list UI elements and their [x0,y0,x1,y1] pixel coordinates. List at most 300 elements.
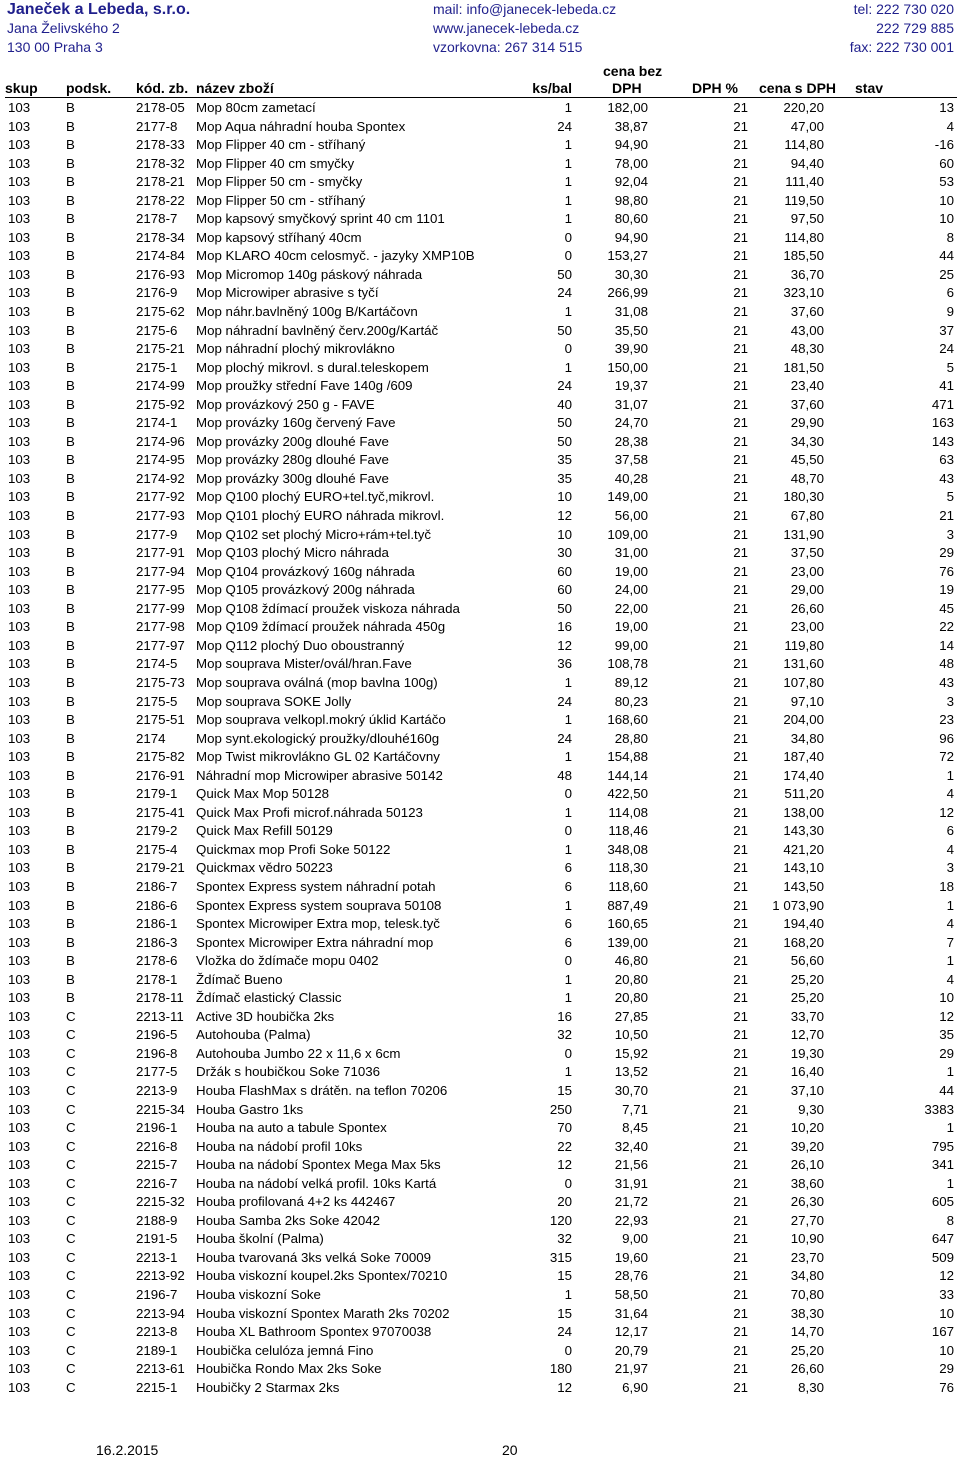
cell-subgroup: B [66,452,75,468]
cell-name: Mop proužky střední Fave 140g /609 [196,378,413,394]
cell-group: 103 [8,1064,31,1080]
cell-subgroup: B [66,359,75,375]
cell-pack: 1 [564,192,572,208]
cell-stock: 8 [946,229,954,245]
cell-code: 2175-82 [136,749,185,765]
cell-code: 2175-51 [136,712,185,728]
cell-subgroup: C [66,1045,76,1061]
cell-vat: 21 [733,767,748,783]
cell-pack: 1 [564,971,572,987]
cell-group: 103 [8,749,31,765]
cell-price: 109,00 [607,526,648,542]
cell-pack: 24 [557,378,572,394]
cell-group: 103 [8,767,31,783]
cell-vat: 21 [733,1101,748,1117]
cell-stock: 3 [946,860,954,876]
cell-subgroup: C [66,1120,76,1136]
cell-pack: 0 [564,953,572,969]
col-header-stock: stav [855,80,884,96]
cell-price: 37,58 [614,452,648,468]
cell-group: 103 [8,841,31,857]
cell-price-vat: 174,40 [783,767,824,783]
cell-pack: 35 [557,452,572,468]
table-row [0,173,960,192]
cell-pack: 48 [557,767,572,783]
cell-name: Quickmax vědro 50223 [196,860,333,876]
cell-name: Mop náhradní bavlněný červ.200g/Kartáč [196,322,439,338]
cell-subgroup: C [66,1157,76,1173]
cell-price-vat: 107,80 [783,674,824,690]
cell-price-vat: 511,20 [784,786,824,802]
cell-price: 22,93 [614,1212,648,1228]
cell-name: Houba na auto a tabule Spontex [196,1120,387,1136]
cell-vat: 21 [733,341,748,357]
cell-group: 103 [8,712,31,728]
cell-name: Houba na nádobí Spontex Mega Max 5ks [196,1157,441,1173]
cell-pack: 315 [549,1249,572,1265]
cell-group: 103 [8,600,31,616]
cell-pack: 1 [564,137,572,153]
cell-name: Quick Max Profi microf.náhrada 50123 [196,804,423,820]
cell-price: 149,00 [607,489,648,505]
cell-price-vat: 34,80 [790,730,824,746]
cell-price-vat: 143,10 [783,860,824,876]
cell-name: Mop souprava velkopl.mokrý úklid Kartáčo [196,712,446,728]
cell-stock: 3383 [924,1101,954,1117]
cell-stock: 12 [939,1008,954,1024]
cell-code: 2188-9 [136,1212,178,1228]
cell-vat: 21 [733,229,748,245]
cell-price-vat: 421,20 [783,841,824,857]
cell-code: 2179-1 [136,786,178,802]
cell-code: 2178-22 [136,192,185,208]
contact-mail: mail: info@janecek-lebeda.cz [433,1,617,17]
contact-fax: fax: 222 730 001 [849,39,954,55]
cell-vat: 21 [733,897,748,913]
cell-name: Houbička Rondo Max 2ks Soke [196,1361,382,1377]
cell-price: 19,00 [614,619,648,635]
cell-code: 2191-5 [136,1231,178,1247]
cell-group: 103 [8,1379,31,1395]
cell-subgroup: B [66,378,75,394]
table-row [0,1212,960,1231]
cell-code: 2213-9 [136,1082,178,1098]
contact-web: www.janecek-lebeda.cz [433,20,580,36]
table-row [0,693,960,712]
cell-price: 20,79 [614,1342,648,1358]
cell-subgroup: B [66,878,75,894]
company-city: 130 00 Praha 3 [7,39,103,55]
cell-subgroup: B [66,341,75,357]
cell-name: Active 3D houbička 2ks [196,1008,335,1024]
cell-price: 28,38 [614,433,648,449]
cell-price: 39,90 [614,341,648,357]
cell-pack: 6 [564,860,572,876]
cell-price-vat: 38,60 [790,1175,824,1191]
cell-subgroup: B [66,934,75,950]
table-row [0,878,960,897]
cell-group: 103 [8,211,31,227]
table-row [0,1360,960,1379]
cell-group: 103 [8,1120,31,1136]
table-row [0,730,960,749]
cell-name: Spontex Express system náhradní potah [196,878,436,894]
cell-pack: 1 [564,359,572,375]
cell-subgroup: B [66,749,75,765]
cell-price: 10,50 [614,1027,648,1043]
cell-vat: 21 [733,749,748,765]
table-row [0,1286,960,1305]
cell-subgroup: B [66,786,75,802]
cell-name: Mop KLARO 40cm celosmyč. - jazyky XMP10B [196,248,475,264]
cell-group: 103 [8,322,31,338]
cell-name: Mop provázky 280g dlouhé Fave [196,452,389,468]
cell-subgroup: B [66,211,75,227]
cell-pack: 20 [557,1194,572,1210]
cell-price-vat: 194,40 [783,916,824,932]
cell-stock: 1 [946,1175,954,1191]
cell-stock: 33 [939,1287,954,1302]
table-row [0,655,960,674]
cell-price: 19,37 [614,378,648,394]
cell-price: 21,56 [614,1157,648,1173]
cell-price: 58,50 [614,1287,648,1302]
cell-stock: 8 [946,1212,954,1228]
table-row [0,192,960,211]
cell-pack: 6 [564,878,572,894]
cell-group: 103 [8,489,31,505]
cell-pack: 1 [564,174,572,190]
cell-stock: 19 [939,582,954,598]
cell-stock: 10 [939,1342,954,1358]
cell-pack: 250 [549,1101,572,1117]
cell-price-vat: 23,00 [790,563,824,579]
cell-price: 12,17 [614,1324,648,1340]
cell-vat: 21 [733,192,748,208]
cell-stock: 4 [946,118,954,134]
cell-name: Mop Q100 plochý EURO+tel.tyč,mikrovl. [196,489,435,505]
cell-code: 2174-5 [136,656,178,672]
table-row [0,804,960,823]
cell-stock: 1 [946,953,954,969]
cell-subgroup: B [66,433,75,449]
table-row [0,340,960,359]
cell-group: 103 [8,1175,31,1191]
cell-stock: 6 [946,823,954,839]
cell-code: 2175-62 [136,304,185,320]
cell-subgroup: B [66,916,75,932]
cell-price-vat: 111,40 [785,174,824,190]
cell-stock: 5 [946,359,954,375]
cell-pack: 1 [564,1064,572,1080]
table-row [0,1175,960,1194]
cell-price: 19,60 [614,1249,648,1265]
cell-stock: 7 [946,934,954,950]
cell-price: 168,60 [607,712,648,728]
cell-code: 2213-92 [136,1268,185,1284]
cell-group: 103 [8,229,31,245]
cell-price: 182,00 [607,100,648,115]
cell-stock: 35 [939,1027,954,1043]
cell-code: 2189-1 [136,1342,178,1358]
col-header-group: skup [5,80,38,96]
cell-name: Houba viskozní koupel.2ks Spontex/70210 [196,1268,448,1284]
cell-pack: 0 [564,1045,572,1061]
cell-subgroup: B [66,990,75,1006]
cell-group: 103 [8,1194,31,1210]
cell-price: 40,28 [614,470,648,486]
cell-price: 31,91 [614,1175,648,1191]
cell-group: 103 [8,304,31,320]
cell-price-vat: 1 073,90 [772,897,824,913]
cell-subgroup: C [66,1305,76,1321]
cell-stock: 9 [946,304,954,320]
cell-vat: 21 [733,823,748,839]
cell-group: 103 [8,934,31,950]
cell-price-vat: 114,80 [784,229,824,245]
cell-vat: 21 [733,211,748,227]
col-header-price-top: cena bez [603,63,663,79]
cell-group: 103 [8,1342,31,1358]
cell-pack: 0 [564,1342,572,1358]
cell-price-vat: 10,90 [790,1231,824,1247]
cell-code: 2175-92 [136,396,185,412]
table-row [0,934,960,953]
cell-vat: 21 [733,359,748,375]
table-header [0,60,960,97]
table-row [0,266,960,285]
cell-group: 103 [8,953,31,969]
cell-code: 2178-6 [136,953,178,969]
cell-pack: 1 [564,1287,572,1302]
cell-stock: 76 [939,563,954,579]
cell-price: 99,00 [614,637,648,653]
table-row [0,915,960,934]
cell-code: 2176-93 [136,266,185,282]
cell-price-vat: 26,10 [790,1157,824,1173]
cell-price-vat: 119,80 [784,637,824,653]
cell-group: 103 [8,1101,31,1117]
cell-vat: 21 [733,1120,748,1136]
cell-name: Autohouba Jumbo 22 x 11,6 x 6cm [196,1045,401,1061]
cell-price: 266,99 [607,285,648,301]
table-row [0,785,960,804]
cell-name: Náhradní mop Microwiper abrasive 50142 [196,767,443,783]
cell-pack: 60 [557,563,572,579]
cell-vat: 21 [733,322,748,338]
cell-name: Mop kapsový stříhaný 40cm [196,229,362,245]
cell-code: 2174-1 [136,415,178,431]
cell-vat: 21 [733,971,748,987]
cell-pack: 1 [564,712,572,728]
cell-code: 2177-9 [136,526,178,542]
cell-price-vat: 36,70 [790,266,824,282]
cell-subgroup: C [66,1138,76,1154]
cell-vat: 21 [733,1212,748,1228]
cell-subgroup: C [66,1287,76,1302]
cell-name: Mop synt.ekologický proužky/dlouhé160g [196,730,440,746]
cell-pack: 35 [557,470,572,486]
table-row [0,822,960,841]
cell-pack: 36 [557,656,572,672]
cell-name: Mop Q102 set plochý Micro+rám+tel.tyč [196,526,432,542]
cell-price-vat: 19,30 [790,1045,824,1061]
cell-subgroup: B [66,545,75,561]
cell-vat: 21 [733,100,748,115]
cell-name: Ždímač elastický Classic [196,990,342,1006]
cell-price-vat: 10,20 [790,1120,824,1136]
table-row [0,155,960,174]
cell-name: Mop Q112 plochý Duo oboustranný [196,637,405,653]
cell-code: 2177-92 [136,489,185,505]
cell-vat: 21 [733,118,748,134]
cell-group: 103 [8,786,31,802]
cell-subgroup: B [66,470,75,486]
cell-subgroup: B [66,656,75,672]
cell-group: 103 [8,1305,31,1321]
cell-group: 103 [8,1268,31,1284]
cell-stock: 647 [931,1231,954,1247]
cell-group: 103 [8,582,31,598]
cell-code: 2179-2 [136,823,178,839]
col-header-subgroup: podsk. [66,80,112,96]
cell-stock: 23 [939,712,954,728]
cell-price-vat: 25,20 [790,990,824,1006]
cell-group: 103 [8,248,31,264]
cell-price: 94,90 [614,229,648,245]
cell-group: 103 [8,192,31,208]
cell-vat: 21 [733,674,748,690]
table-row [0,229,960,248]
cell-pack: 12 [557,1379,572,1395]
cell-stock: 22 [939,619,954,635]
cell-price-vat: 23,70 [790,1249,824,1265]
cell-group: 103 [8,878,31,894]
cell-price-vat: 114,80 [784,137,824,153]
cell-pack: 50 [557,415,572,431]
col-header-price-vat: cena s DPH [759,80,837,96]
cell-group: 103 [8,693,31,709]
cell-subgroup: C [66,1249,76,1265]
cell-price-vat: 12,70 [790,1027,824,1043]
cell-pack: 10 [557,489,572,505]
header-rule [5,97,957,98]
cell-pack: 120 [549,1212,572,1228]
table-row [0,433,960,452]
cell-price-vat: 323,10 [783,285,824,301]
cell-vat: 21 [733,1324,748,1340]
cell-group: 103 [8,508,31,524]
table-row [0,618,960,637]
cell-group: 103 [8,378,31,394]
cell-name: Quick Max Mop 50128 [196,786,330,802]
cell-name: Autohouba (Palma) [196,1027,311,1043]
cell-code: 2175-41 [136,804,185,820]
cell-code: 2186-6 [136,897,178,913]
cell-stock: 43 [939,470,954,486]
cell-vat: 21 [733,285,748,301]
cell-group: 103 [8,341,31,357]
cell-group: 103 [8,452,31,468]
cell-code: 2177-91 [136,545,185,561]
cell-price: 887,49 [607,897,648,913]
cell-pack: 24 [557,118,572,134]
cell-price: 118,46 [608,823,648,839]
cell-vat: 21 [733,508,748,524]
table-row [0,210,960,229]
cell-group: 103 [8,804,31,820]
cell-vat: 21 [733,953,748,969]
cell-vat: 21 [733,1045,748,1061]
cell-subgroup: B [66,767,75,783]
cell-vat: 21 [733,248,748,264]
cell-subgroup: C [66,1379,76,1395]
cell-stock: 4 [946,786,954,802]
cell-vat: 21 [733,1175,748,1191]
cell-code: 2179-21 [136,860,185,876]
cell-price-vat: 25,20 [790,1342,824,1358]
cell-price-vat: 70,80 [790,1287,824,1302]
cell-name: Vložka do ždímače mopu 0402 [196,953,379,969]
cell-pack: 16 [557,1008,572,1024]
cell-price-vat: 23,40 [790,378,824,394]
cell-name: Houba viskozní Soke [196,1287,321,1302]
cell-price-vat: 168,20 [783,934,824,950]
cell-pack: 32 [557,1027,572,1043]
cell-vat: 21 [733,563,748,579]
cell-price-vat: 143,50 [783,878,824,894]
cell-code: 2178-34 [136,229,185,245]
cell-name: Mop souprava oválná (mop bavlna 100g) [196,674,438,690]
cell-group: 103 [8,971,31,987]
cell-stock: 795 [931,1138,954,1154]
cell-name: Mop Microwiper abrasive s tyčí [196,285,379,301]
cell-stock: 13 [939,100,954,115]
cell-subgroup: C [66,1194,76,1210]
cell-name: Houbičky 2 Starmax 2ks [196,1379,340,1395]
table-row [0,544,960,563]
cell-stock: 53 [939,174,954,190]
cell-pack: 0 [564,823,572,839]
col-header-pack: ks/bal [532,80,572,96]
cell-price-vat: 97,10 [790,693,824,709]
table-row [0,1230,960,1249]
cell-code: 2215-7 [136,1157,178,1173]
cell-stock: 14 [939,637,954,653]
cell-subgroup: C [66,1027,76,1043]
cell-pack: 1 [564,841,572,857]
cell-pack: 30 [557,545,572,561]
cell-subgroup: B [66,953,75,969]
table-row [0,767,960,786]
cell-name: Mop Q108 ždímací proužek viskoza náhrada [196,600,460,616]
cell-pack: 12 [557,637,572,653]
cell-code: 2177-99 [136,600,185,616]
cell-subgroup: B [66,100,75,115]
table-row [0,488,960,507]
cell-subgroup: B [66,137,75,153]
cell-subgroup: B [66,285,75,301]
cell-name: Mop náhr.bavlněný 100g B/Kartáčovn [196,304,418,320]
table-row [0,674,960,693]
cell-name: Quickmax mop Profi Soke 50122 [196,841,391,857]
product-table [0,99,960,1397]
cell-stock: 4 [946,971,954,987]
cell-subgroup: C [66,1101,76,1117]
cell-price: 31,64 [614,1305,648,1321]
cell-price: 114,08 [608,804,648,820]
cell-pack: 0 [564,786,572,802]
